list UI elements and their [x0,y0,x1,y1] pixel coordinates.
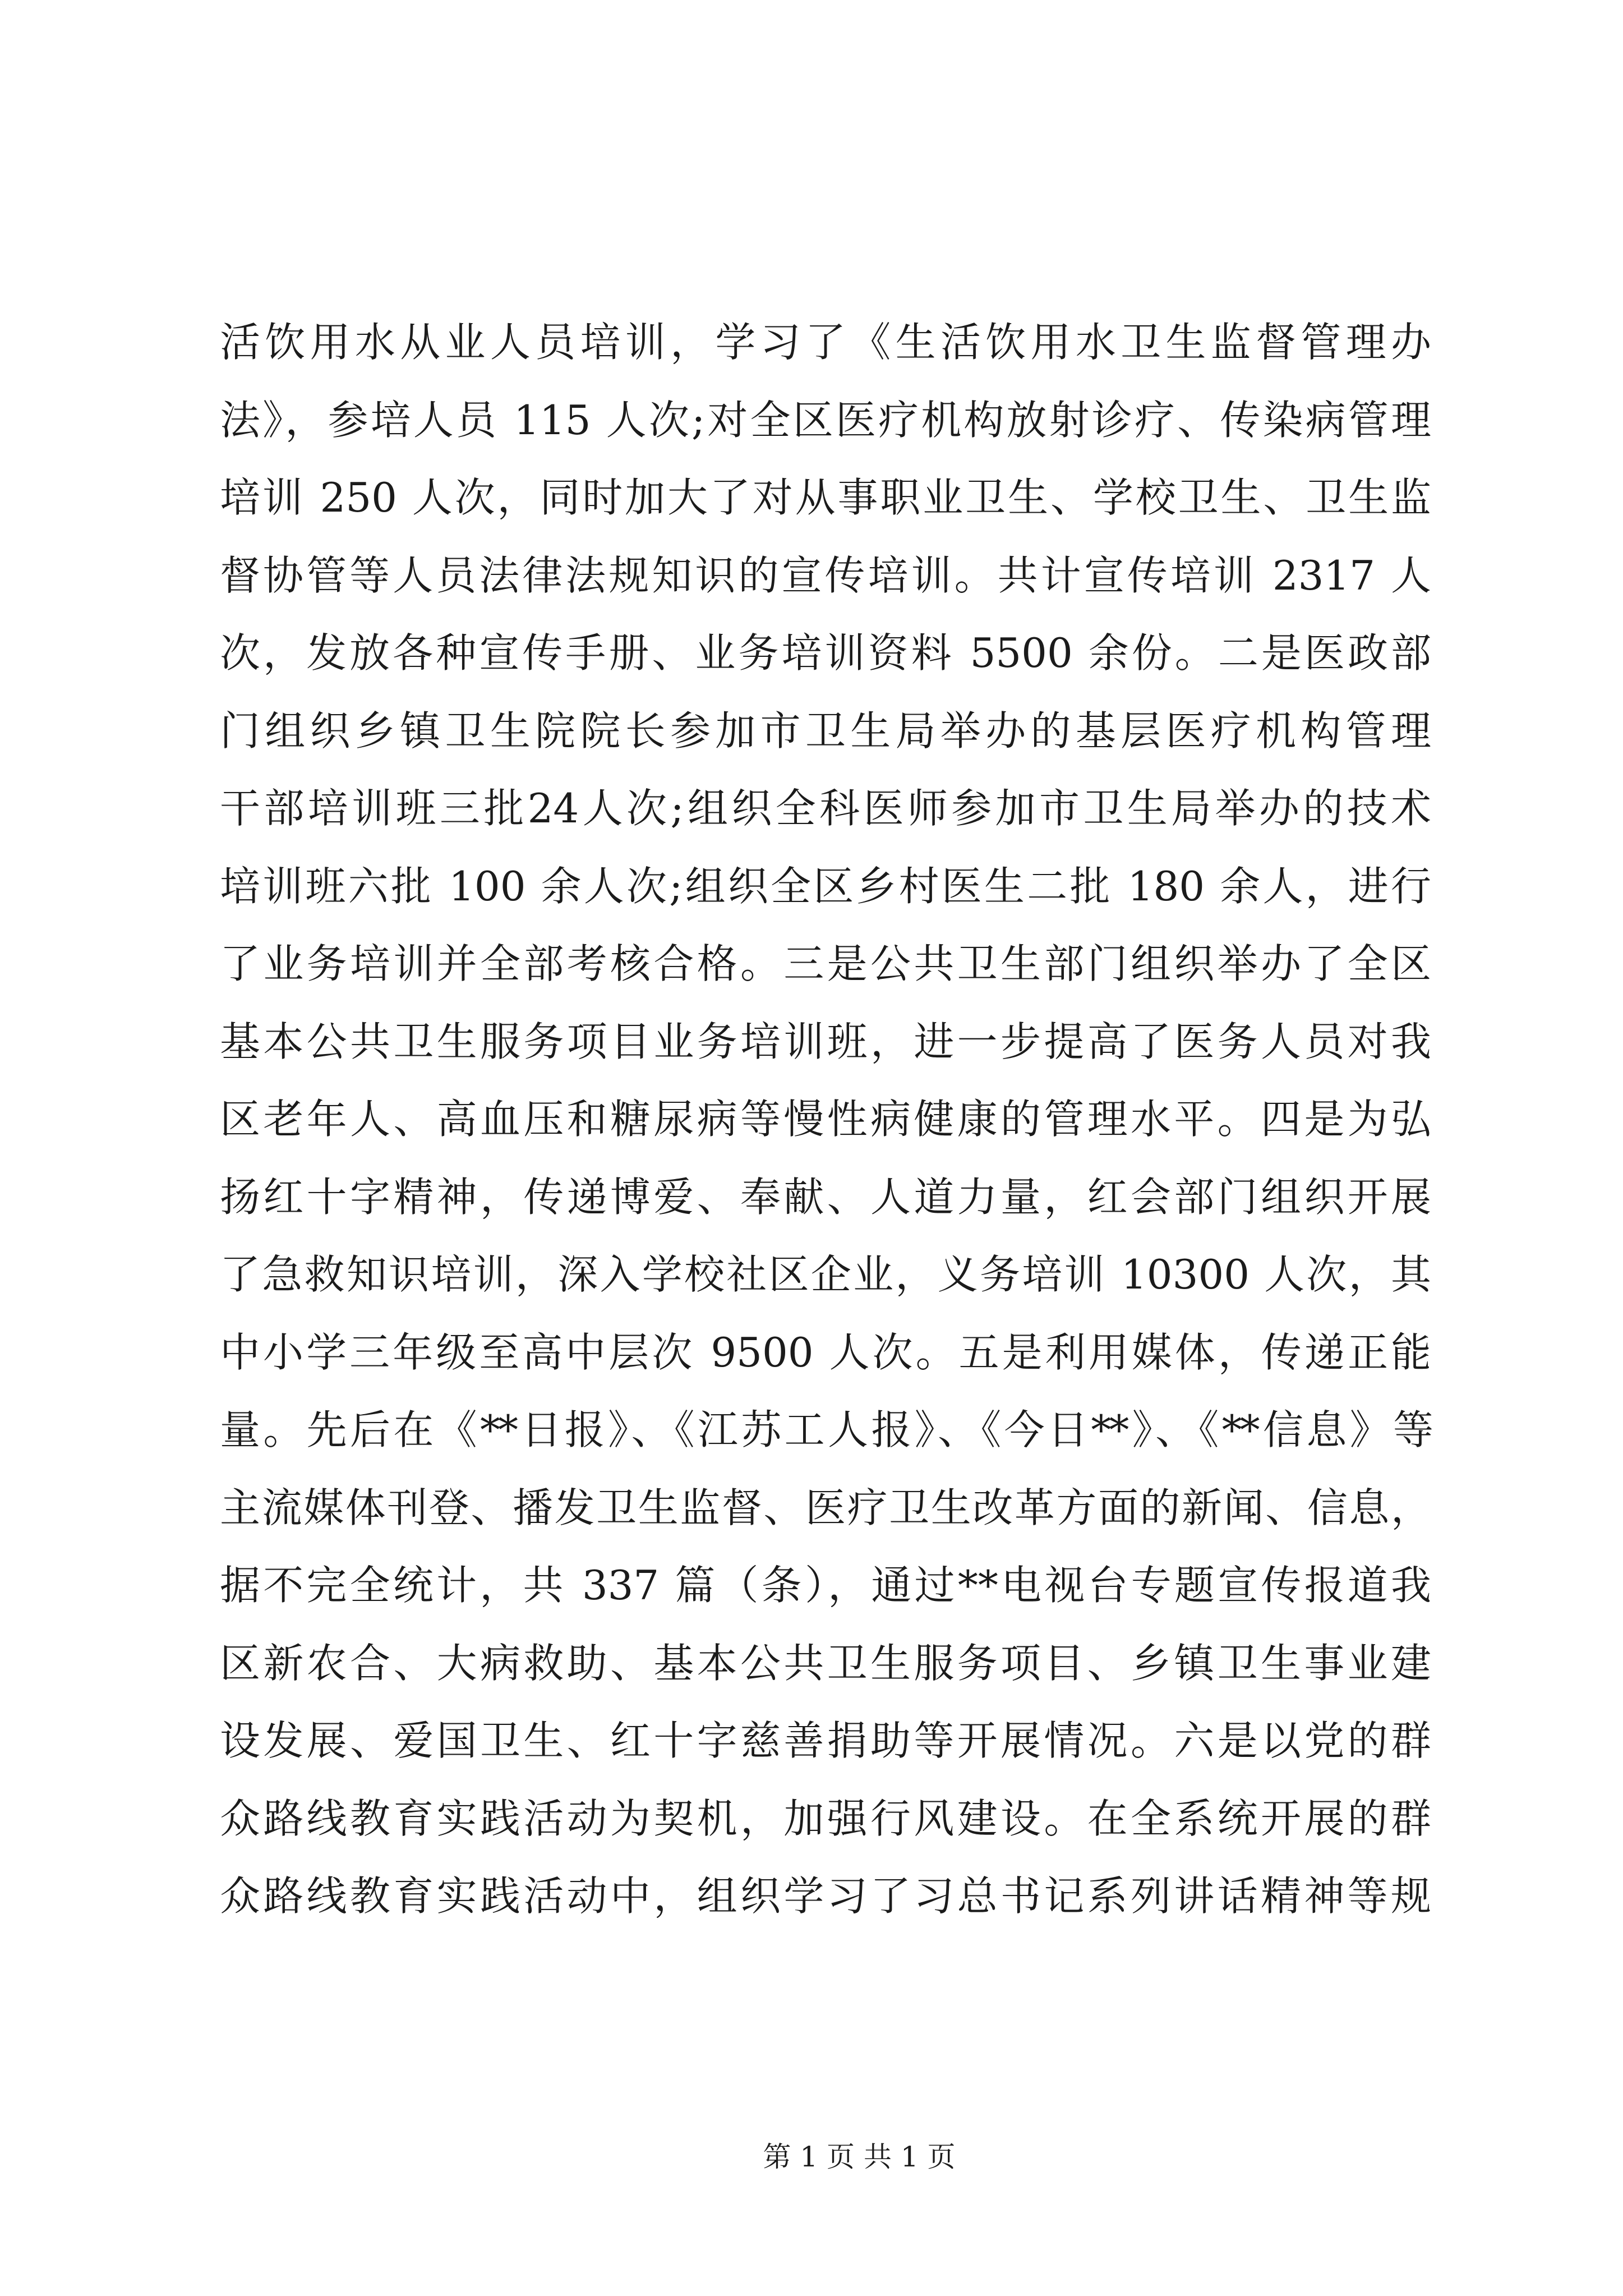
text-line: 次，发放各种宣传手册、业务培训资料 5500 余份。二是医政部 [220,629,1431,677]
text-line: 扬红十字精神，传递博爱、奉献、人道力量，红会部门组织开展 [220,1173,1431,1221]
text-line: 培训 250 人次，同时加大了对从事职业卫生、学校卫生、卫生监 [220,474,1431,521]
text-line: 了业务培训并全部考核合格。三是公共卫生部门组织举办了全区 [220,940,1431,987]
text-line: 培训班六批 100 余人次;组织全区乡村医生二批 180 余人，进行 [220,862,1431,910]
page-footer: 第 1 页 共 1 页 [763,2141,956,2173]
text-line: 量。先后在《**日报》、《江苏工人报》、《今日**》、《**信息》等 [220,1406,1431,1453]
text-line: 中小学三年级至高中层次 9500 人次。五是利用媒体，传递正能 [220,1328,1431,1376]
text-line: 众路线教育实践活动中，组织学习了习总书记系列讲话精神等规 [220,1872,1431,1920]
text-line: 督协管等人员法律法规知识的宣传培训。共计宣传培训 2317 人 [220,551,1431,599]
text-line: 区新农合、大病救助、基本公共卫生服务项目、乡镇卫生事业建 [220,1639,1431,1687]
text-line: 活饮用水从业人员培训，学习了《生活饮用水卫生监督管理办 [220,319,1431,366]
text-line: 基本公共卫生服务项目业务培训班，进一步提高了医务人员对我 [220,1018,1431,1065]
text-line: 门组织乡镇卫生院院长参加市卫生局举办的基层医疗机构管理 [220,707,1431,754]
text-line: 设发展、爱国卫生、红十字慈善捐助等开展情况。六是以党的群 [220,1717,1431,1764]
text-line: 众路线教育实践活动为契机，加强行风建设。在全系统开展的群 [220,1795,1431,1842]
text-line: 法》，参培人员 115 人次;对全区医疗机构放射诊疗、传染病管理 [220,396,1431,444]
text-line: 据不完全统计，共 337 篇（条），通过**电视台专题宣传报道我 [220,1562,1431,1609]
text-line: 了急救知识培训，深入学校社区企业，义务培训 10300 人次，其 [220,1251,1431,1298]
text-line: 主流媒体刊登、播发卫生监督、医疗卫生改革方面的新闻、信息， [220,1484,1431,1531]
text-line: 区老年人、高血压和糖尿病等慢性病健康的管理水平。四是为弘 [220,1096,1431,1143]
text-line: 干部培训班三批24人次;组织全科医师参加市卫生局举办的技术 [220,785,1431,832]
body-text [220,303,1431,1935]
